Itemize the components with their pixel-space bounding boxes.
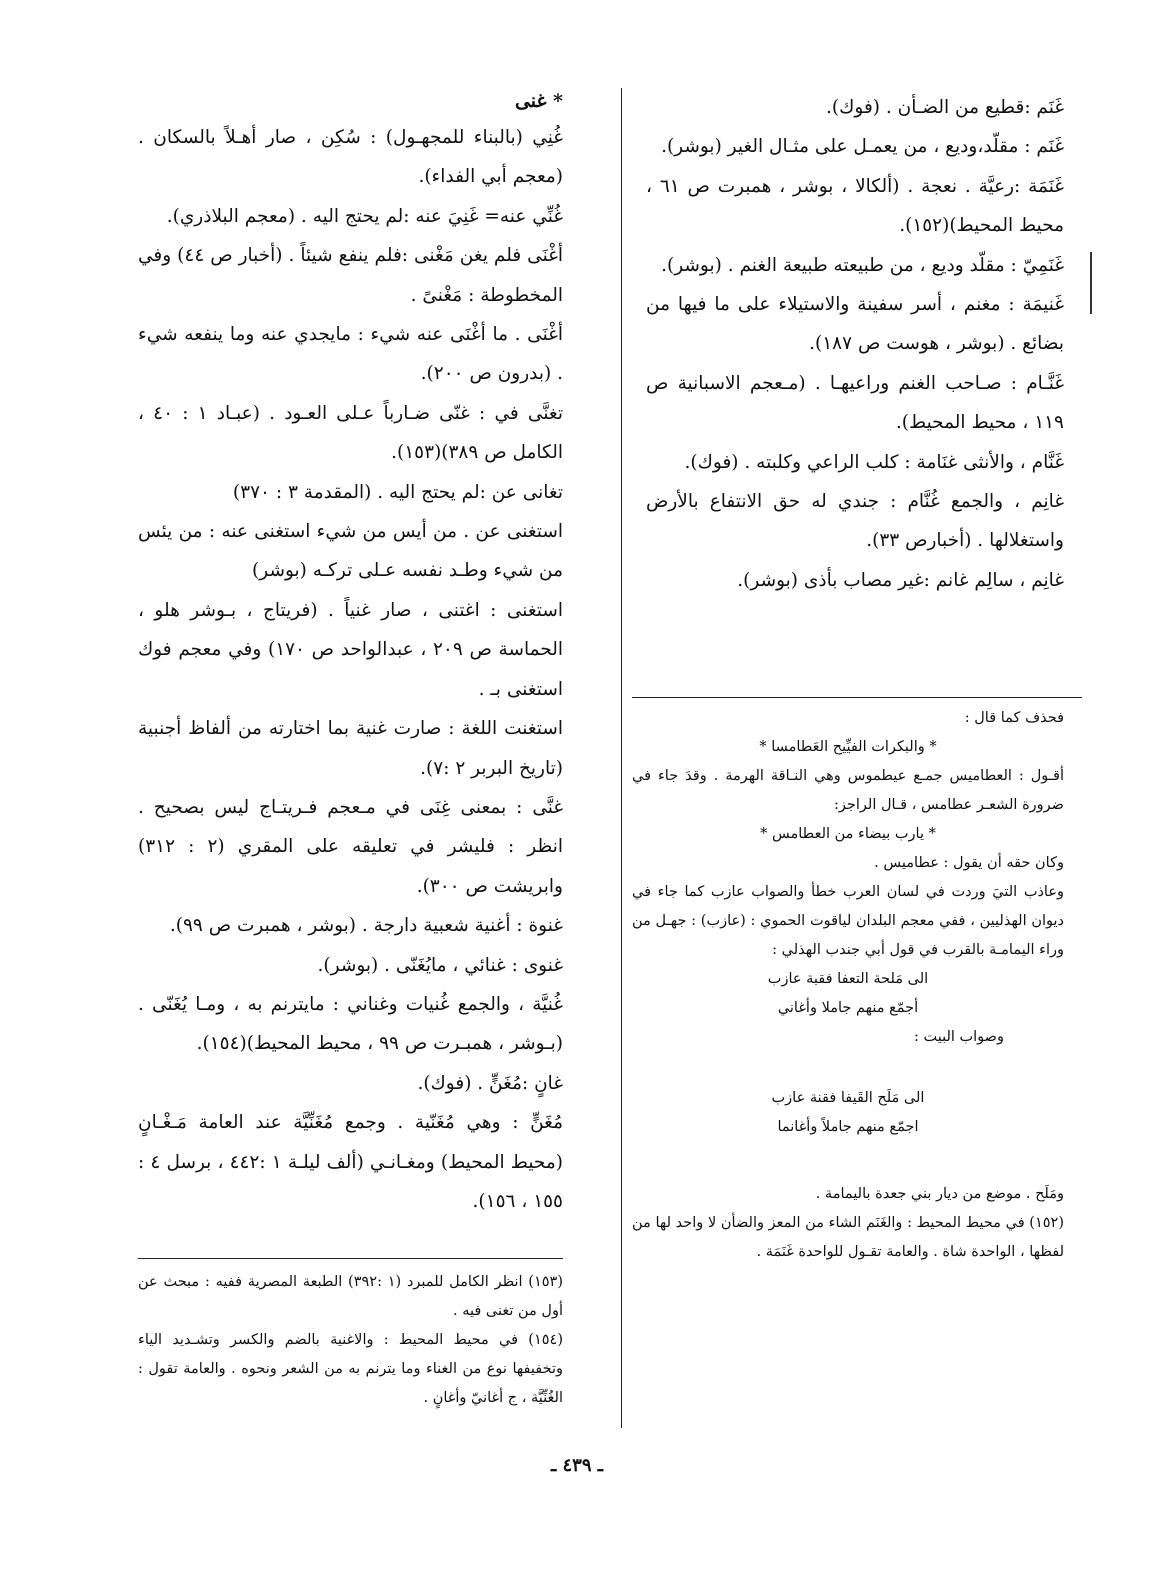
poem-line: الى مَلحة التعفا فقبة عازب [767, 971, 929, 987]
footnote: (١٥٣) انظر الكامل للمبرد (١ :٣٩٢) الطبعة المصرية ففيه : مبحث عن أول من تغنى فيه . [138, 1274, 563, 1319]
entry: غنوة : أغنية شعبية دارجة . (بوشر ، همبرت ص ٩٩). [169, 915, 563, 937]
entry: غَنَمِيّ : مقلّد وديع ، من طبيعته طبيعة الغنم . (بوشر). [661, 254, 1064, 276]
entry: غُنِّي عنه= غَنِيَ عنه :لم يحتج اليه . (معجم البلاذري). [166, 205, 563, 227]
page-number: ـ ٤٣٩ ـ [550, 1455, 604, 1476]
footnote-rule [138, 1258, 563, 1259]
entry: غَنَمَة :رعيَّة . نعجة . (ألكالا ، بوشر ، همبرت ص ٦١ ، محيط المحيط)(١٥٢). [646, 175, 1064, 237]
entry: غَنَم :قطيع من الضـأن . (فوك). [826, 97, 1064, 118]
entry: غانٍ :مُغَنٍّ . (فوك). [417, 1072, 563, 1094]
left-footnotes [138, 1268, 563, 1413]
entry: تغانى عن :لم يحتج اليه . (المقدمة ٣ : ٣٧٠) [232, 481, 563, 503]
footnote-text: أقـول : العطاميس جمـع عيطموس وهي النـاقة الهرمة . وقدَ جاء في ضرورة الشعـر عطامس ، قـال الراجز: [632, 768, 1064, 813]
entry: غُنيَّة ، والجمع غُنيات وغناني : مايترنم به ، ومـا يُغَنّى . (بـوشر ، همبـرت ص ٩٩ ، محيط المحيط)(١٥٤). [138, 993, 563, 1055]
footnote-text: وعاذب التيَ وردت في لسان العرب خطأ والصواب عازب كما جاء في ديوان الهذليين ، ففي معجم البلدان لياقوت الحموي : (عازب) : جهـل من وراء اليمامـة بالقرب في قول أبي جندب الهذلي : [632, 884, 1064, 958]
entry: غَنَّـام : صـاحب الغنم وراعيهـا . (مـعجم الاسبانية ص ١١٩ ، محيط المحيط). [646, 372, 1064, 434]
left-column [138, 84, 563, 1221]
entry: غانِم ، والجمع غُنَّام : جندي له حق الانتفاع بالأرض واستغلالها . (أخبارص ٣٣). [646, 491, 1064, 552]
footnote-text: ومَلَح . موضع من ديار بني جعدة باليمامة . [815, 1186, 1064, 1202]
entry: غنوى : غنائي ، مايُغَنّى . (بوشر). [317, 954, 563, 976]
entry: استغنى : اغتنى ، صار غنياً . (فريتاج ، بـوشر هلو ، الحماسة ص ٢٠٩ ، عبدالواحد ص ١٧٠) وفي معجم فوك استغنى بـ . [138, 599, 564, 700]
poem-line: اجمّع منهم جاملاً وأغانما [777, 1119, 919, 1135]
column-divider [621, 88, 622, 1428]
right-column [646, 88, 1064, 600]
entry: غنَّى : بمعنى غِنَى في مـعجم فـريتـاج ليس بصحيح . انظر : فليشر في تعليقه على المقري (٢ : ٣١٢) وابريشت ص ٣٠٠). [138, 796, 563, 897]
entry: تغنَّى في : غنّى ضـارباً عـلى العـود . (عبـاد ١ : ٤٠ ، الكامل ص ٣٨٩)(١٥٣). [138, 402, 564, 464]
entry: أغْنَى فلم يغن مَغْنى :فلم ينفع شيئاً . (أخبار ص ٤٤) وفي المخطوطة : مَغْنىً . [138, 245, 564, 306]
verse: * والبكرات الفيِّيح العَطامسا * [759, 739, 937, 755]
entry: مُغَنٍّ : وهي مُغَنّية . وجمع مُغَنِّيَّة عند العامة مَـغْـانٍ (محيط المحيط) ومغـانـي (ألف ليلـة ١ :٤٤٢ ، برسل ٤ : ١٥٥ ، ١٥٦). [138, 1112, 563, 1212]
entry: أغْنَى . ما أغْنَى عنه شيء : مايجدي عنه وما ينفعه شيء . (بدرون ص ٢٠٠). [138, 324, 563, 385]
footnote: (١٥٤) في محيط المحيط : والاغنية بالضم والكسر وتشـديد الياء وتخفيفها نوع من الغناء وما يترنم به من الشعر ونحوه . والعامة تقول : الغُنِّيَّة ، ج أغانيّ وأغانٍ . [138, 1332, 563, 1406]
entry: استغنت اللغة : صارت غنية بما اختارته من ألفاظ أجنبية (تاريخ البربر ٢ :٧). [138, 718, 563, 779]
right-footnotes [632, 704, 1064, 1267]
entry-heading: * غنى [514, 90, 563, 112]
entry: غَنَم : مقلّد،وديع ، من يعمـل على مثـال الغير (بوشر). [661, 136, 1064, 158]
entry: استغنى عن . من أيس من شيء استغنى عنه : من يئس من شيء وطـد نفسه عـلى تركـه (بوشر) [138, 521, 563, 582]
entry: غَنيمَة : مغنم ، أسر سفينة والاستيلاء على ما فيها من بضائع . (بوشر ، هوست ص ١٨٧). [646, 294, 1064, 355]
footnote-intro: فحذف كما قال : [964, 710, 1064, 726]
footnote-text: وكان حقه أن يقول : عطاميس . [874, 855, 1064, 871]
poem-line: الى مَلَح القَيفا فقنة عازب [771, 1090, 925, 1106]
entry: غانِم ، سالِم غانم :غير مصاب بأذى (بوشر). [737, 569, 1064, 591]
margin-mark [1090, 252, 1092, 314]
footnote-rule [632, 697, 1082, 698]
verse: * يارب بيضاء من العطامس * [760, 826, 936, 842]
entry: غُنِي (بالبناء للمجهـول) : سُكِن ، صار أهـلاً بالسكان . (معجم أبي الفداء). [138, 127, 563, 188]
entry: غَنَّام ، والأنثى غنَامة : كلب الراعي وكلبته . (فوك). [684, 451, 1064, 473]
footnote-text: وصواب البيت : [913, 1029, 1004, 1045]
poem-line: أجمّع منهم جاملا وأغاني [777, 1000, 919, 1016]
footnote: (١٥٢) في محيط المحيط : والغَنَم الشاء من المعز والضأن لا واحد لها من لفظها ، الواحدة شاة . والعامة تقـول للواحدة غَنَمَة . [632, 1215, 1064, 1260]
